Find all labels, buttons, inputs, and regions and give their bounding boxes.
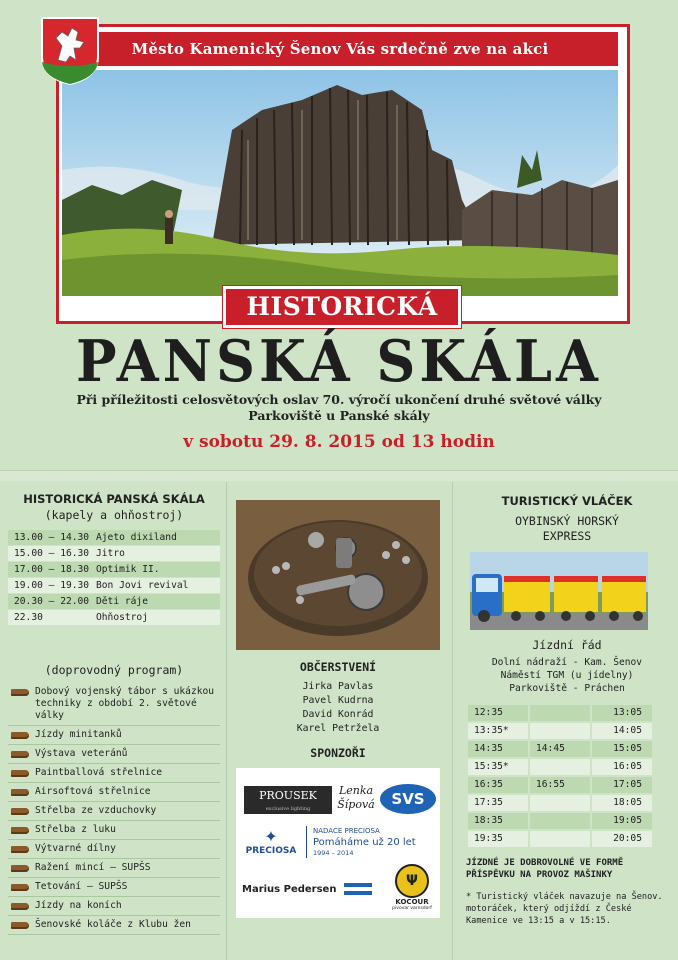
table-row xyxy=(468,705,672,721)
refreshment-name: Jirka Pavlas xyxy=(302,681,374,692)
bullet-icon xyxy=(11,903,29,910)
historicka-badge: HISTORICKÁ xyxy=(223,286,461,328)
bullet-icon xyxy=(11,751,29,758)
bullet-icon xyxy=(11,689,29,696)
departure-cell: 13:05 xyxy=(592,705,652,721)
list-item-label: Jízdy na koních xyxy=(35,900,122,911)
bullet-icon xyxy=(11,827,29,834)
departure-cell: 17:35 xyxy=(468,795,528,811)
location-text: Parkoviště u Panské skály xyxy=(248,408,430,423)
list-item xyxy=(8,840,220,859)
departure-cell: 13:35* xyxy=(468,723,528,739)
list-item-label: Šenovské koláče z Klubu žen xyxy=(35,919,191,930)
list-item-label: Střelba ze vzduchovky xyxy=(35,805,157,816)
list-item xyxy=(8,726,220,745)
section-divider xyxy=(0,470,678,481)
table-row xyxy=(468,741,672,757)
refreshment-name: Karel Petržela xyxy=(296,723,380,734)
bullet-icon xyxy=(11,865,29,872)
departure-cell: 14:05 xyxy=(592,723,652,739)
list-item-label: Jízdy minitanků xyxy=(35,729,122,740)
list-item-label: Airsoftová střelnice xyxy=(35,786,151,797)
preciosa-star-icon: ✦ xyxy=(264,827,278,846)
list-item xyxy=(8,859,220,878)
program-heading: HISTORICKÁ PANSKÁ SKÁLA xyxy=(23,492,205,506)
departure-cell xyxy=(530,831,590,847)
sponsors-panel xyxy=(236,768,440,918)
train-name: OYBINSKÝ HORSKÝ EXPRESS xyxy=(515,514,619,543)
schedule-time: 22.30 xyxy=(14,612,43,623)
schedule-time: 20.30 – 22.00 xyxy=(14,596,90,607)
bullet-icon xyxy=(11,884,29,891)
schedule-time: 17.00 – 18.30 xyxy=(14,564,90,575)
departure-cell: 14:45 xyxy=(530,741,590,757)
fare-note: JÍZDNÉ JE DOBROVOLNÉ VE FORMĚ PŘÍSPĚVKU NA PROVOZ MAŠINKY xyxy=(466,858,624,880)
departure-cell: 18:05 xyxy=(592,795,652,811)
panska-skala-photo xyxy=(62,70,618,296)
refreshment-name: David Konrád xyxy=(302,709,374,720)
connection-note: * Turistický vláček navazuje na Šenov. motoráček, který odjíždí z České Kamenice ve 13:15 a v 15:15. xyxy=(466,892,663,926)
list-item xyxy=(8,783,220,802)
departure-cell: 19:35 xyxy=(468,831,528,847)
list-item-label: Výtvarné dílny xyxy=(35,843,116,854)
list-item xyxy=(8,745,220,764)
kocour-logo: Ψ KOCOUR pivovar varnsdorf xyxy=(390,864,434,911)
bullet-icon xyxy=(11,846,29,853)
departure-cell: 20:05 xyxy=(592,831,652,847)
tourist-train-photo xyxy=(470,552,648,630)
schedule-time: 19.00 – 19.30 xyxy=(14,580,90,591)
table-row xyxy=(468,831,672,847)
svs-logo: SVS xyxy=(380,784,436,814)
lenka-sipova-logo: Lenka Šípová xyxy=(337,784,375,811)
schedule-band: Jitro xyxy=(96,548,125,559)
departure-cell xyxy=(530,759,590,775)
town-crest-icon xyxy=(40,16,100,86)
band-schedule xyxy=(8,530,220,625)
schedule-time: 13.00 – 14.30 xyxy=(14,532,90,543)
departure-cell: 16:35 xyxy=(468,777,528,793)
route-stops: Dolní nádraží - Kam. Šenov Náměstí TGM (u jídelny) Parkoviště - Práchen xyxy=(491,657,643,694)
schedule-band: Ohňostroj xyxy=(96,612,148,623)
departure-cell: 18:35 xyxy=(468,813,528,829)
column-divider-right xyxy=(452,482,453,960)
list-item xyxy=(8,764,220,783)
list-item-label: Paintballová střelnice xyxy=(35,767,163,778)
table-row xyxy=(468,777,672,793)
side-program-list xyxy=(8,683,220,935)
bullet-icon xyxy=(11,808,29,815)
bullet-icon xyxy=(11,732,29,739)
table-row xyxy=(468,795,672,811)
program-column xyxy=(8,492,220,935)
side-program-heading: (doprovodný program) xyxy=(44,663,184,677)
list-item xyxy=(8,802,220,821)
cat-icon: Ψ xyxy=(395,864,429,898)
departure-cell: 16:55 xyxy=(530,777,590,793)
schedule-band: Děti ráje xyxy=(96,596,148,607)
list-item-label: Tetování – SUPŠS xyxy=(35,881,128,892)
refreshments-list xyxy=(236,680,440,736)
refreshments-heading: OBČERSTVENÍ xyxy=(299,660,377,674)
departure-cell xyxy=(530,813,590,829)
list-item-label: Ražení mincí – SUPŠS xyxy=(35,862,151,873)
prousek-logo: PROUSEK exclusive lighting xyxy=(244,786,332,814)
list-item xyxy=(8,897,220,916)
departure-cell xyxy=(530,795,590,811)
schedule-row xyxy=(8,610,220,625)
departure-cell: 16:05 xyxy=(592,759,652,775)
table-row xyxy=(468,723,672,739)
preciosa-logo: ✦ PRECIOSA xyxy=(242,828,300,856)
marius-pedersen-logo: Marius Pedersen xyxy=(242,880,382,900)
departure-cell: 14:35 xyxy=(468,741,528,757)
schedule-band: Optimik II. xyxy=(96,564,160,575)
schedule-time: 15.00 – 16.30 xyxy=(14,548,90,559)
refreshments-column xyxy=(236,500,440,918)
bullet-icon xyxy=(11,922,29,929)
list-item xyxy=(8,683,220,726)
sponsors-heading: SPONZOŘI xyxy=(310,746,366,760)
departure-cell: 17:05 xyxy=(592,777,652,793)
mp-flag-icon xyxy=(344,883,372,895)
departure-cell: 15:35* xyxy=(468,759,528,775)
bullet-icon xyxy=(11,770,29,777)
schedule-row xyxy=(8,578,220,593)
bullet-icon xyxy=(11,789,29,796)
invitation-banner: Město Kamenický Šenov Vás srdečně zve na akci xyxy=(62,32,618,66)
schedule-row xyxy=(8,530,220,545)
departure-cell: 15:05 xyxy=(592,741,652,757)
list-item-label: Dobový vojenský tábor s ukázkou techniky z období 2. světové války xyxy=(35,686,215,721)
refreshment-name: Pavel Kudrna xyxy=(302,695,374,706)
coin-minting-photo xyxy=(236,500,440,650)
train-timetable xyxy=(468,705,672,847)
timetable-heading: Jízdní řád xyxy=(532,638,602,652)
table-row xyxy=(468,759,672,775)
list-item-label: Střelba z luku xyxy=(35,824,116,835)
schedule-row xyxy=(8,594,220,609)
nadace-preciosa-text: NADACE PRECIOSA Pomáháme už 20 let 1994 – 2014 xyxy=(306,826,443,858)
event-date: v sobotu 29. 8. 2015 od 13 hodin xyxy=(183,432,495,452)
list-item xyxy=(8,878,220,897)
column-divider-left xyxy=(226,482,227,960)
departure-cell xyxy=(530,723,590,739)
departure-cell: 19:05 xyxy=(592,813,652,829)
schedule-row xyxy=(8,562,220,577)
departure-cell: 12:35 xyxy=(468,705,528,721)
list-item xyxy=(8,821,220,840)
schedule-band: Bon Jovi revival xyxy=(96,580,189,591)
schedule-band: Ajeto dixiland xyxy=(96,532,177,543)
departure-cell xyxy=(530,705,590,721)
list-item xyxy=(8,916,220,935)
train-column xyxy=(462,494,672,927)
table-row xyxy=(468,813,672,829)
page-title: PANSKÁ SKÁLA xyxy=(76,327,602,395)
program-subheading: (kapely a ohňostroj) xyxy=(44,508,184,522)
occasion-text: Při příležitosti celosvětových oslav 70. výročí ukončení druhé světové války xyxy=(76,392,602,407)
list-item-label: Výstava veteránů xyxy=(35,748,128,759)
train-heading: TURISTICKÝ VLÁČEK xyxy=(501,494,633,508)
schedule-row xyxy=(8,546,220,561)
